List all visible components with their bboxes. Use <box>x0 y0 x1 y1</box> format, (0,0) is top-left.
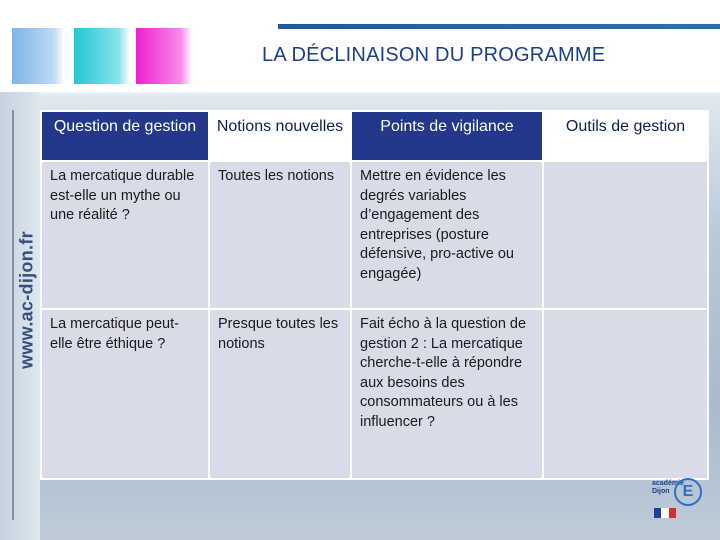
decor-square-pink <box>136 28 192 84</box>
table-cell: Presque toutes les notions <box>209 309 351 479</box>
table-cell <box>543 161 708 309</box>
header-rule <box>278 24 720 29</box>
side-line <box>12 110 14 520</box>
academie-logo <box>652 476 704 522</box>
decor-square-blue <box>12 28 64 84</box>
program-table <box>40 110 709 480</box>
table-row <box>41 309 708 479</box>
page-title: LA DÉCLINAISON DU PROGRAMME <box>262 44 606 66</box>
table-cell: Fait écho à la question de gestion 2 : La mercatique cherche-t-elle à répondre aux besoins des consommateurs ou à les influencer ? <box>351 309 543 479</box>
column-header: Notions nouvelles <box>209 111 351 161</box>
flag-icon <box>654 508 676 518</box>
column-header: Question de gestion <box>41 111 209 161</box>
table-cell: Toutes les notions <box>209 161 351 309</box>
column-header: Points de vigilance <box>351 111 543 161</box>
site-url: www.ac-dijon.fr <box>16 231 37 369</box>
table-cell <box>543 309 708 479</box>
table-header-row <box>41 111 708 161</box>
table-cell: La mercatique peut-elle être éthique ? <box>41 309 209 479</box>
table-cell: La mercatique durable est-elle un mythe ou une réalité ? <box>41 161 209 309</box>
logo-line1: académie <box>652 480 684 487</box>
table-row <box>41 161 708 309</box>
decor-square-teal <box>74 28 130 84</box>
logo-line2: Dijon <box>652 488 670 495</box>
column-header: Outils de gestion <box>543 111 708 161</box>
logo-e-icon: E <box>674 478 702 506</box>
table-cell: Mettre en évidence les degrés variables d’engagement des entreprises (posture défensive, pro-active ou engagée) <box>351 161 543 309</box>
